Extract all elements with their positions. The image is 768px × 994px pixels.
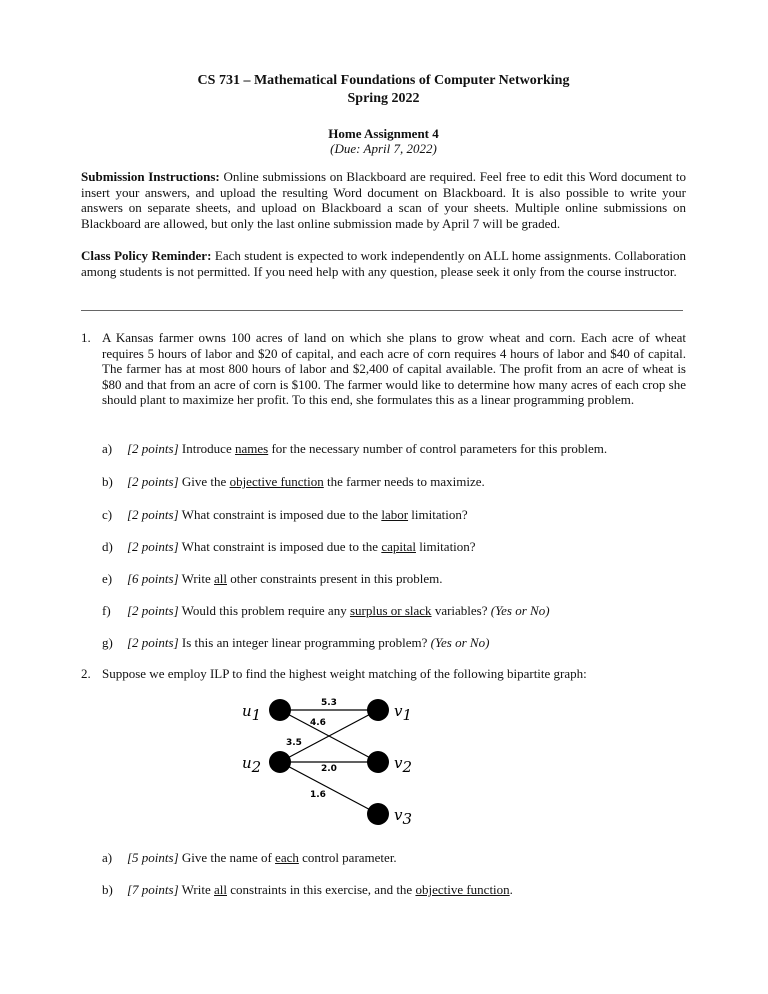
node-v1 <box>367 699 389 721</box>
part-text: Would this problem require any <box>181 603 347 618</box>
points: [2 points] <box>127 603 179 618</box>
points: [2 points] <box>127 539 179 554</box>
submission-label: Submission Instructions: <box>81 169 220 184</box>
semester: Spring 2022 <box>347 91 420 106</box>
part-letter: c) <box>102 507 113 522</box>
question-2 <box>81 666 686 682</box>
underlined-term: each <box>275 850 299 865</box>
label-v3: v 3 <box>394 806 413 828</box>
underlined-term: objective function <box>229 474 324 489</box>
points: [2 points] <box>127 441 179 456</box>
part-text: Is this an integer linear programming problem? <box>181 635 428 650</box>
part-text: Write <box>181 882 211 897</box>
part-letter: d) <box>102 539 113 554</box>
question-text: Suppose we employ ILP to find the highest weight matching of the following bipartite graph: <box>102 666 587 681</box>
node-u1 <box>269 699 291 721</box>
q1-part-f <box>102 603 687 619</box>
weight-u1-v2: 4.6 <box>310 718 326 728</box>
part-text: Give the name of <box>181 850 272 865</box>
node-v3 <box>367 803 389 825</box>
part-text: Write <box>181 571 211 586</box>
submission-text: Online submissions on Blackboard are required. Feel free to edit this Word document to insert your answers, and upload the resulting Word document on Blackboard. It is also possible to write your answers on separate sheets, and upload on Blackboard a scan of your sheets. Multiple online submissions on Blackboard are allowed, but only the last online submission made by April 7 will be graded. <box>81 169 686 231</box>
due-date: (Due: April 7, 2022) <box>330 141 437 156</box>
underlined-term: labor <box>381 507 409 522</box>
part-text: control parameter. <box>302 850 397 865</box>
q2-part-a <box>102 850 687 866</box>
question-number: 2. <box>81 666 91 681</box>
points: [7 points] <box>127 882 179 897</box>
question-number: 1. <box>81 330 91 345</box>
q1-part-d <box>102 539 687 555</box>
part-letter: b) <box>102 474 113 489</box>
answer-hint: (Yes or No) <box>490 603 550 618</box>
assignment-title: Home Assignment 4 <box>328 126 439 141</box>
separator-line <box>81 310 683 311</box>
weight-u2-v1: 3.5 <box>286 738 302 748</box>
part-text: . <box>509 882 513 897</box>
weight-u1-v1: 5.3 <box>321 698 337 708</box>
part-text: the farmer needs to maximize. <box>327 474 485 489</box>
underlined-term: all <box>214 571 227 586</box>
weight-u2-v2: 2.0 <box>321 764 337 774</box>
points: [2 points] <box>127 507 179 522</box>
course-title: CS 731 – Mathematical Foundations of Computer Networking <box>197 73 570 88</box>
question-1 <box>81 330 686 408</box>
part-letter: e) <box>102 571 113 586</box>
points: [5 points] <box>127 850 179 865</box>
part-letter: f) <box>102 603 111 618</box>
q1-part-b <box>102 474 687 490</box>
part-text: limitation? <box>411 507 468 522</box>
part-letter: a) <box>102 441 113 456</box>
points: [2 points] <box>127 635 179 650</box>
points: [6 points] <box>127 571 179 586</box>
q1-part-a <box>102 441 687 457</box>
submission-instructions <box>81 169 686 231</box>
underlined-term: all <box>214 882 227 897</box>
node-u2 <box>269 751 291 773</box>
label-u1: u 1 <box>242 702 262 724</box>
q2-part-b <box>102 882 687 898</box>
label-v1: v 1 <box>394 702 413 724</box>
part-letter: g) <box>102 635 113 650</box>
part-text: Give the <box>181 474 227 489</box>
part-text: for the necessary number of control parameters for this problem. <box>271 441 608 456</box>
points: [2 points] <box>127 474 179 489</box>
weight-u2-v3: 1.6 <box>310 790 326 800</box>
policy-text: Each student is expected to work independently on ALL home assignments. Collaboration among students is not permitted. If you need help with any question, please seek it only from the course instructor. <box>81 248 687 279</box>
part-text: Introduce <box>181 441 232 456</box>
part-text: What constraint is imposed due to the <box>181 507 379 522</box>
part-text: other constraints present in this problem. <box>230 571 443 586</box>
part-text: What constraint is imposed due to the <box>181 539 379 554</box>
node-v2 <box>367 751 389 773</box>
part-letter: b) <box>102 882 113 897</box>
bipartite-graph <box>230 692 430 830</box>
question-text: A Kansas farmer owns 100 acres of land on which she plans to grow wheat and corn. Each acre of wheat requires 5 hours of labor and $20 of capital, and each acre of corn requires 4 hours of labor and $40 of capital. The farmer has at most 800 hours of labor and $2,400 of capital available. The profit from an acre of wheat is $80 and that from an acre of corn is $100. The farmer would like to determine how many acres of each crop she should plant to maximize her profit. To this end, she formulates this as a linear programming problem. <box>102 330 686 407</box>
underlined-term: names <box>234 441 269 456</box>
q1-part-e <box>102 571 687 587</box>
policy-label: Class Policy Reminder: <box>81 248 212 263</box>
underlined-term: capital <box>381 539 416 554</box>
answer-hint: (Yes or No) <box>430 635 490 650</box>
q1-part-c <box>102 507 687 523</box>
label-u2: u 2 <box>242 754 262 776</box>
label-v2: v 2 <box>394 754 413 776</box>
underlined-term: objective function <box>415 882 510 897</box>
part-text: constraints in this exercise, and the <box>230 882 413 897</box>
policy-reminder <box>81 248 686 279</box>
q1-part-g <box>102 635 687 651</box>
part-letter: a) <box>102 850 113 865</box>
part-text: limitation? <box>419 539 476 554</box>
underlined-term: surplus or slack <box>349 603 432 618</box>
part-text: variables? <box>434 603 488 618</box>
